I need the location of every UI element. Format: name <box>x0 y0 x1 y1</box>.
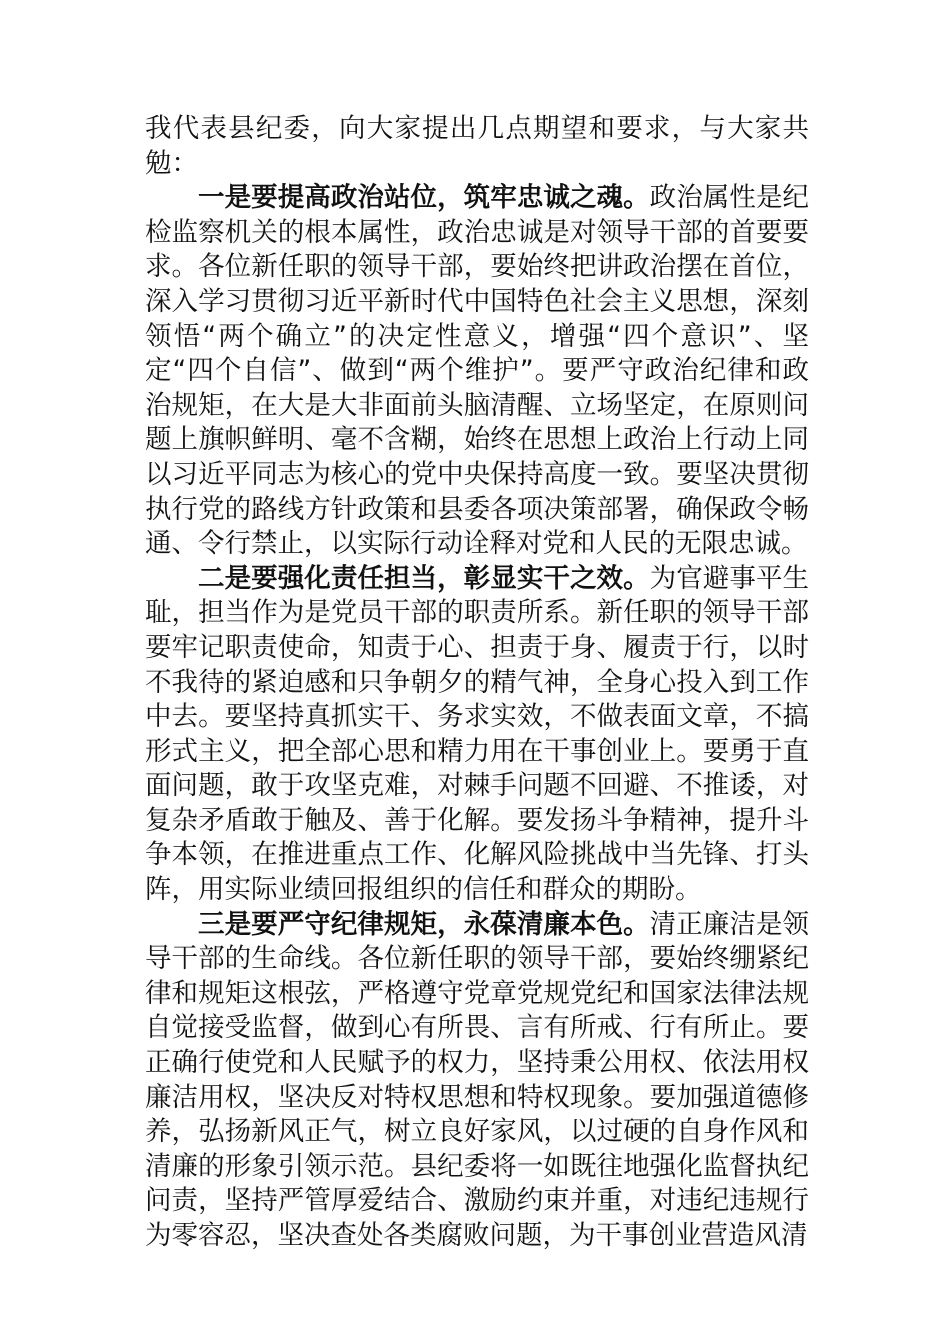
point-one-text: 政治属性是纪检监察机关的根本属性，政治忠诚是对领导干部的首要要求。各位新任职的领导干部，要始终把讲政治摆在首位，深入学习贯彻习近平新时代中国特色社会主义思想，深刻领悟“两个确立”的决定性意义，增强“四个意识”、坚定“四个自信”、做到“两个维护”。要严守政治纪律和政治规矩，在大是大非面前头脑清醒、立场坚定，在原则问题上旗帜鲜明、毫不含糊，始终在思想上政治上行动上同以习近平同志为核心的党中央保持高度一致。要坚决贯彻执行党的路线方针政策和县委各项决策部署，确保政令畅通、令行禁止，以实际行动诠释对党和人民的无限忠诚。 <box>145 182 810 560</box>
intro-paragraph: 我代表县纪委，向大家提出几点期望和要求，与大家共勉： <box>145 113 809 179</box>
point-three-paragraph <box>145 908 809 1254</box>
point-three-text: 清正廉洁是领导干部的生命线。各位新任职的领导干部，要始终绷紧纪律和规矩这根弦，严格遵守党章党规党纪和国家法律法规自觉接受监督，做到心有所畏、言有所戒、行有所止。要正确行使党和人民赋予的权力，坚持秉公用权、依法用权廉洁用权，坚决反对特权思想和特权现象。要加强道德修养，弘扬新风正气，树立良好家风，以过硬的自身作风和清廉的形象引领示范。县纪委将一如既往地强化监督执纪问责，坚持严管厚爱结合、激励约束并重，对违纪违规行为零容忍，坚决查处各类腐败问题，为干事创业营造风清 <box>145 908 810 1251</box>
point-two-heading: 二是要强化责任担当，彰显实干之效。 <box>198 562 650 594</box>
document-body <box>145 112 809 1254</box>
point-three-heading: 三是要严守纪律规矩，永葆清廉本色。 <box>198 908 650 940</box>
point-one-paragraph <box>145 181 809 562</box>
point-one-heading: 一是要提高政治站位，筑牢忠诚之魂。 <box>198 182 650 214</box>
point-two-paragraph <box>145 562 809 908</box>
point-two-text: 为官避事平生耻，担当作为是党员干部的职责所系。新任职的领导干部要牢记职责使命，知责于心、担责于身、履责于行，以时不我待的紧迫感和只争朝夕的精气神，全身心投入到工作中去。要坚持真抓实干、务求实效，不做表面文章，不搞形式主义，把全部心思和精力用在干事创业上。要勇于直面问题，敢于攻坚克难，对棘手问题不回避、不推诿，对复杂矛盾敢于触及、善于化解。要发扬斗争精神，提升斗争本领，在推进重点工作、化解风险挑战中当先锋、打头阵，用实际业绩回报组织的信任和群众的期盼。 <box>145 562 810 906</box>
